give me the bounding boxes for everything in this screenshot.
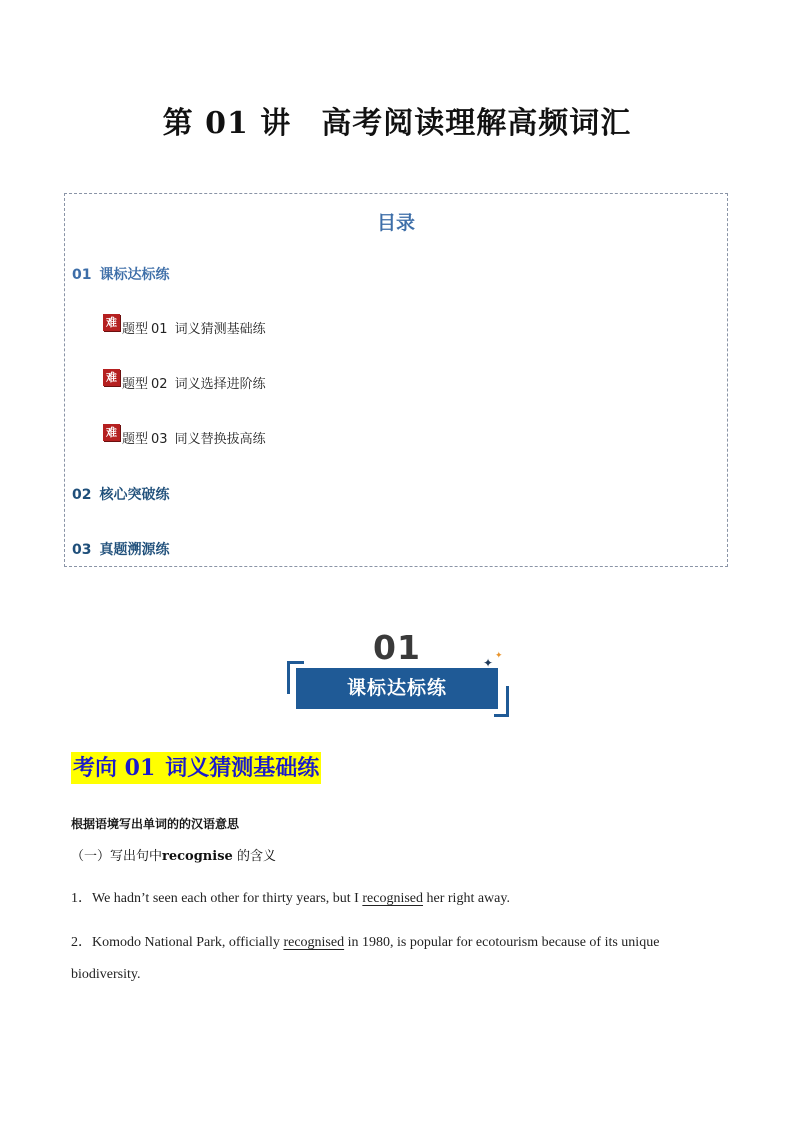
question-text-before: We hadn’t seen each other for thirty years, but I <box>92 891 363 906</box>
sparkle-icon: ✦ <box>483 656 494 670</box>
lecture-number: 第 01 讲 <box>162 106 292 141</box>
toc-item-prefix: 题型 <box>122 377 149 392</box>
toc-section-label: 真题溯源练 <box>99 542 170 558</box>
toc-section-number: 01 <box>72 267 92 283</box>
toc-item-type-03[interactable] <box>103 428 266 447</box>
section-banner-number: 01 <box>373 628 421 667</box>
topic-heading <box>71 752 321 784</box>
toc-item-type-02[interactable] <box>103 373 266 392</box>
topic-prefix: 考向 01 <box>73 755 156 781</box>
toc-item-code: 03 <box>151 432 168 447</box>
instruction-text: 根据语境写出单词的的汉语意思 <box>71 817 240 831</box>
toc-section-number: 03 <box>72 542 92 558</box>
toc-item-label: 词义选择进阶练 <box>174 377 266 392</box>
toc-item-label: 同义替换拔高练 <box>174 432 266 447</box>
toc-item-prefix: 题型 <box>122 432 149 447</box>
target-word: recognised <box>283 935 345 950</box>
lecture-name: 高考阅读理解高频词汇 <box>321 106 632 141</box>
sub-heading-word: recognise <box>162 849 233 864</box>
toc-section-number: 02 <box>72 487 92 503</box>
toc-section-02[interactable] <box>72 484 169 504</box>
toc-section-03[interactable] <box>72 539 169 559</box>
page-title <box>0 98 794 142</box>
question-text-before: Komodo National Park, officially <box>92 935 284 950</box>
toc-item-label: 词义猜测基础练 <box>174 322 266 337</box>
question-item <box>71 927 671 991</box>
difficulty-badge-icon: 难 <box>103 314 120 331</box>
topic-label: 词义猜测基础练 <box>165 755 320 781</box>
toc-item-code: 01 <box>151 322 168 337</box>
question-text-after: in 1980, is popular for ecotourism because of its unique biodiversity. <box>71 935 660 982</box>
question-number: 1． <box>71 891 92 906</box>
sparkle-small-icon: ✦ <box>495 651 503 661</box>
sub-heading <box>71 845 276 864</box>
section-banner-label: 课标达标练 <box>296 668 498 709</box>
question-item <box>71 883 671 915</box>
toc-section-label: 核心突破练 <box>99 487 170 503</box>
toc-section-label: 课标达标练 <box>99 267 170 283</box>
sub-heading-prefix: （一）写出句中 <box>71 849 163 864</box>
toc-section-01[interactable] <box>72 264 169 284</box>
target-word: recognised <box>362 891 424 906</box>
sub-heading-suffix: 的含义 <box>236 849 276 864</box>
question-text-after: her right away. <box>423 891 510 906</box>
question-number: 2． <box>71 935 92 950</box>
toc-heading: 目录 <box>376 212 415 234</box>
toc-item-type-01[interactable] <box>103 318 266 337</box>
toc-item-prefix: 题型 <box>122 322 149 337</box>
difficulty-badge-icon: 难 <box>103 369 120 386</box>
toc-item-code: 02 <box>151 377 168 392</box>
table-of-contents <box>64 193 728 567</box>
difficulty-badge-icon: 难 <box>103 424 120 441</box>
